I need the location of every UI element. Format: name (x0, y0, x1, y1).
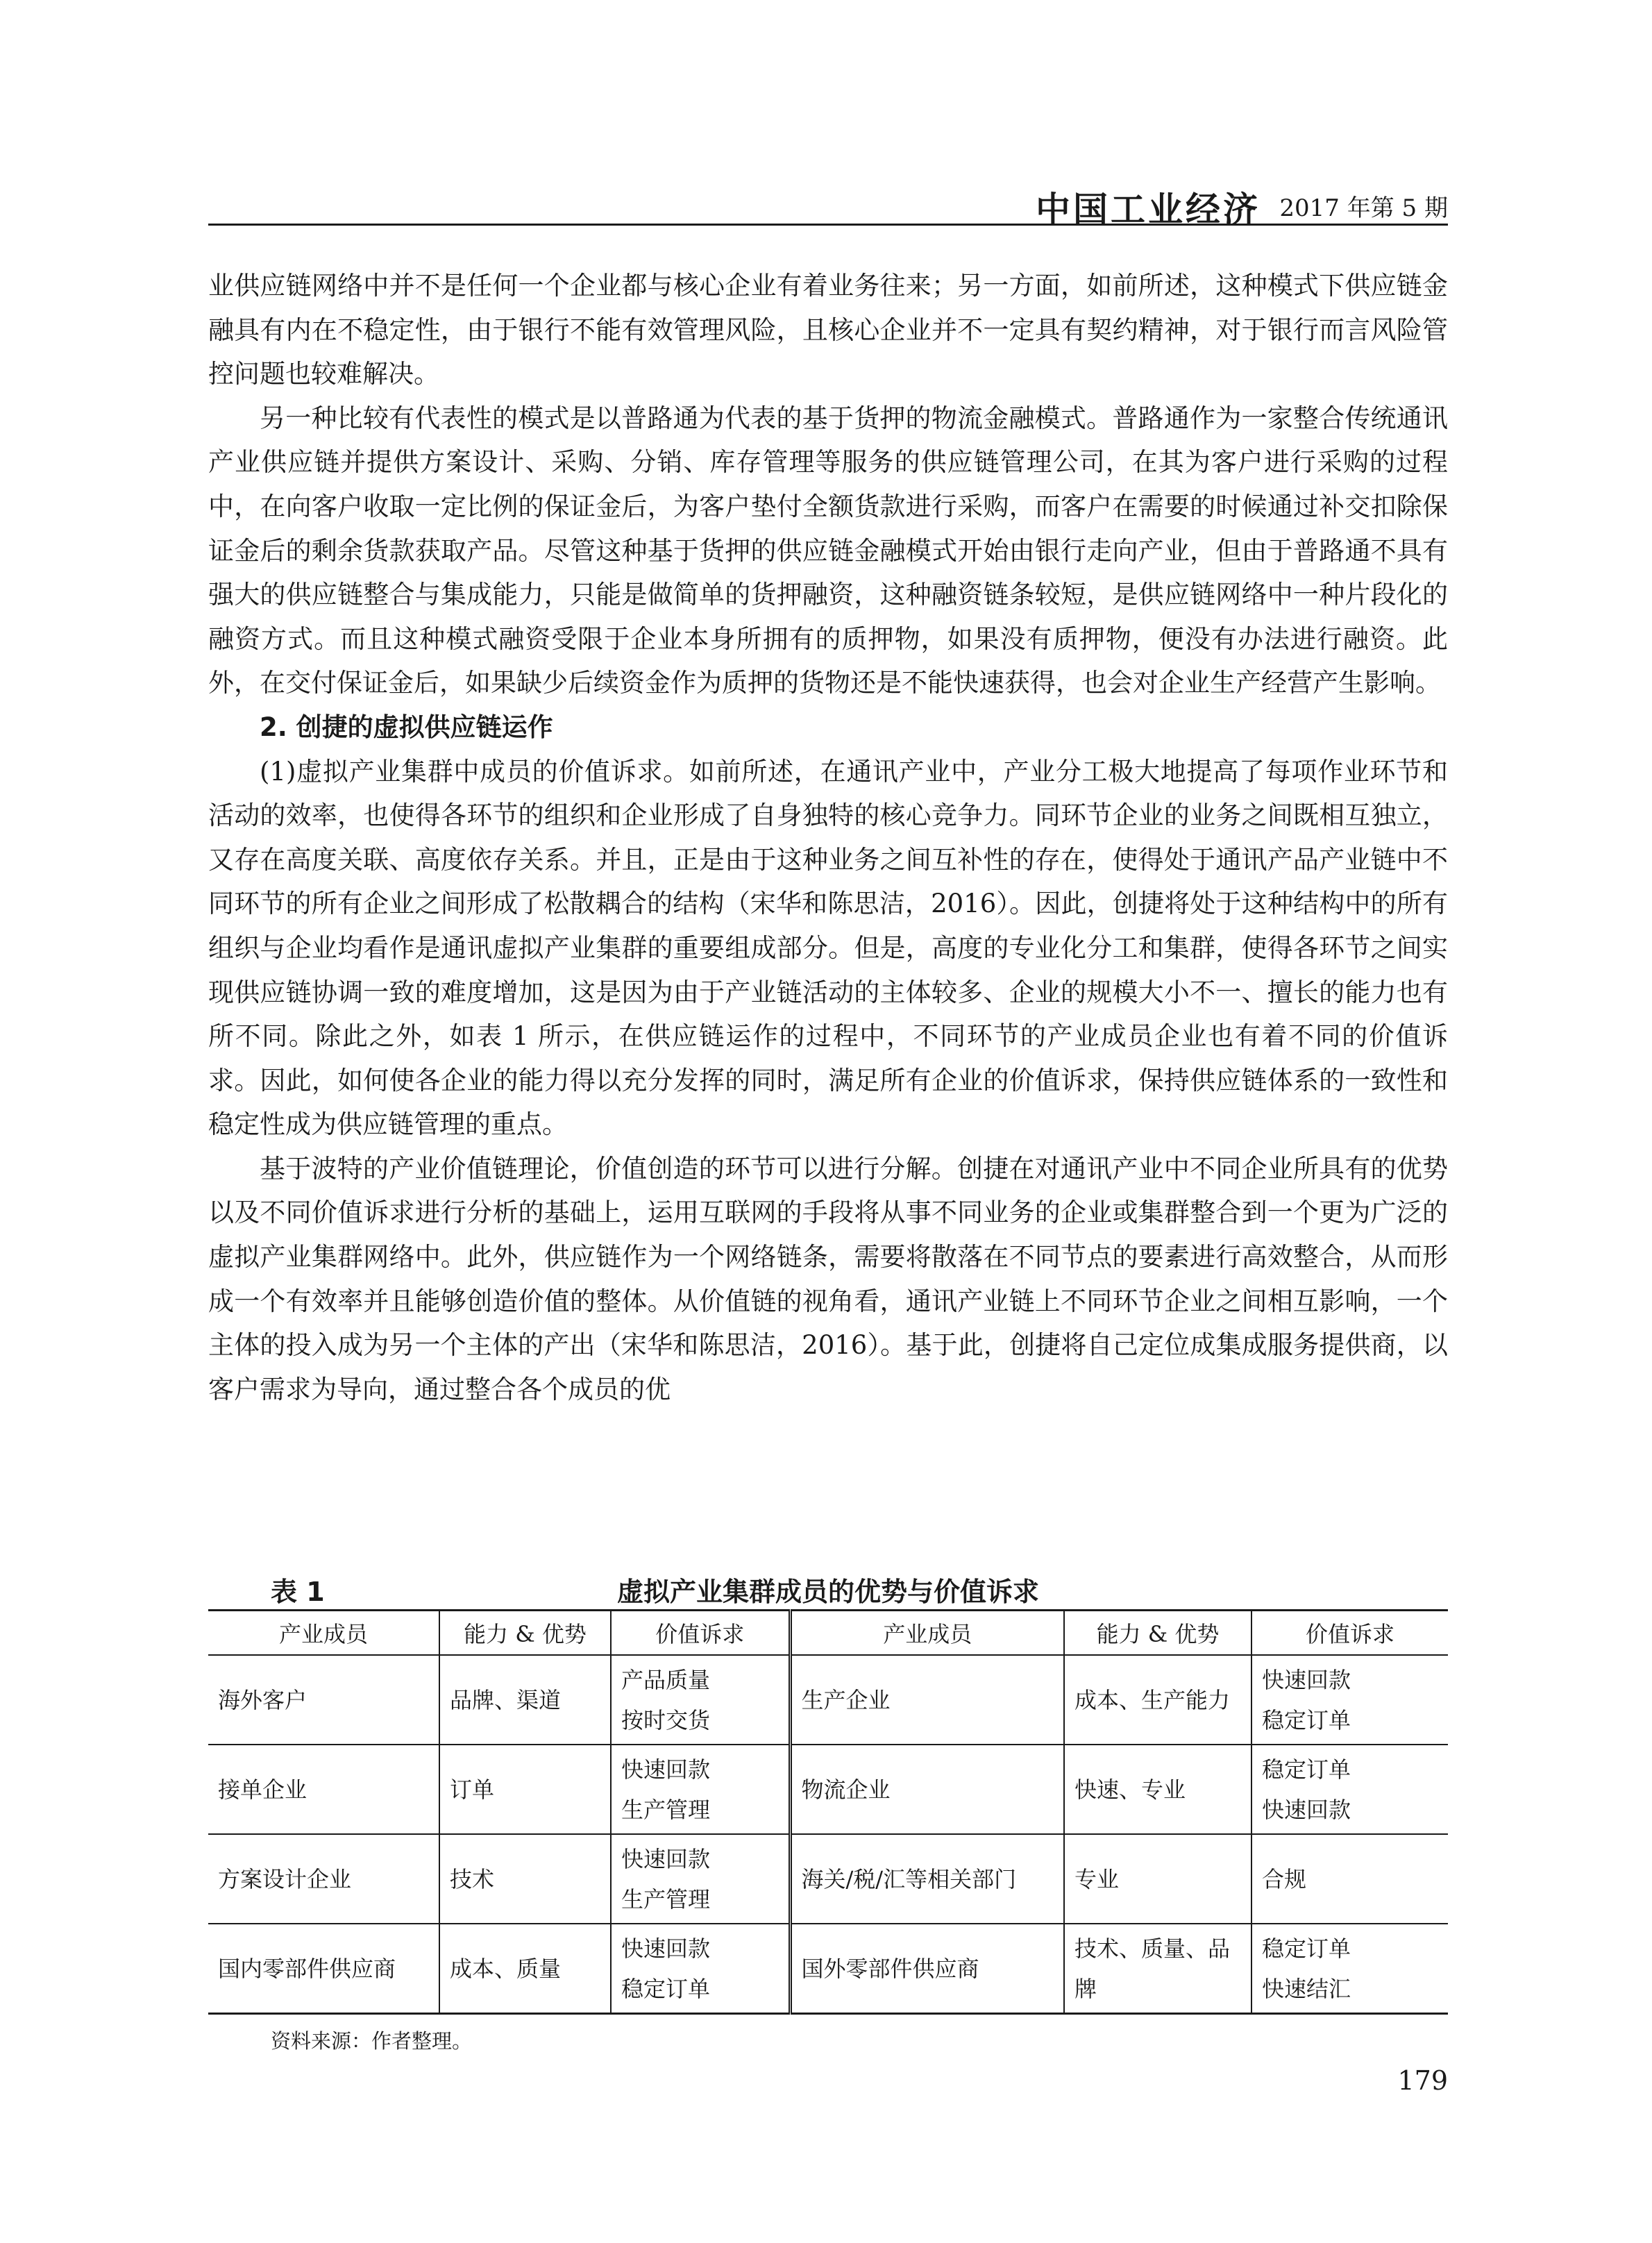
journal-name: 中国工业经济 (1036, 190, 1261, 230)
cell-line: 稳定订单 (1262, 1935, 1351, 1962)
table-number: 表 1 (271, 1577, 325, 1607)
table-cell (439, 1655, 611, 1745)
table-cell (611, 1834, 790, 1924)
cell-line: 产品质量 (621, 1666, 711, 1693)
cell-line: 生产管理 (621, 1796, 711, 1823)
cell-line: 订单 (450, 1776, 495, 1803)
paragraph: 业供应链网络中并不是任何一个企业都与核心企业有着业务往来；另一方面，如前所述，这种模式下供应链金融具有内在不稳定性，由于银行不能有效管理风险，且核心企业并不一定具有契约精神，对于银行而言风险管控问题也较难解决。 (208, 271, 1448, 389)
paragraph: 另一种比较有代表性的模式是以普路通为代表的基于货押的物流金融模式。普路通作为一家整合传统通讯产业供应链并提供方案设计、采购、分销、库存管理等服务的供应链管理公司，在其为客户进行采购的过程中，在向客户收取一定比例的保证金后，为客户垫付全额货款进行采购，而客户在需要的时候通过补交扣除保证金后的剩余货款获取产品。尽管这种基于货押的供应链金融模式开始由银行走向产业，但由于普路通不具有强大的供应链整合与集成能力，只能是做简单的货押融资，这种融资链条较短，是供应链网络中一种片段化的融资方式。而且这种模式融资受限于企业本身所拥有的质押物，如果没有质押物，便没有办法进行融资。此外，在交付保证金后，如果缺少后续资金作为质押的货物还是不能快速获得，也会对企业生产经营产生影响。 (208, 403, 1448, 698)
table-header-cell: 价值诉求 (611, 1611, 790, 1656)
table-cell (208, 1655, 439, 1745)
cell-line: 技术、质量、品牌 (1074, 1935, 1231, 2002)
table-header-cell: 能力 & 优势 (1064, 1611, 1251, 1656)
cell-line: 方案设计企业 (218, 1865, 352, 1892)
cell-line: 稳定订单 (621, 1975, 711, 2002)
body-text (208, 264, 1448, 1411)
table-cell (611, 1655, 790, 1745)
cell-line: 物流企业 (801, 1776, 891, 1803)
table-cell (208, 1745, 439, 1834)
cell-line: 稳定订单 (1262, 1706, 1351, 1733)
table-cell (790, 1745, 1064, 1834)
cell-line: 国内零部件供应商 (218, 1955, 396, 1982)
cell-line: 成本、质量 (450, 1955, 562, 1982)
cell-line: 快速、专业 (1074, 1776, 1186, 1803)
cell-line: 接单企业 (218, 1776, 307, 1803)
table-cell (790, 1834, 1064, 1924)
table-cell (439, 1924, 611, 2014)
page-number: 179 (1397, 2065, 1448, 2096)
table-cell (1251, 1745, 1448, 1834)
table-row (208, 1924, 1448, 2014)
cell-line: 国外零部件供应商 (801, 1955, 979, 1982)
table-row (208, 1834, 1448, 1924)
cell-line: 品牌、渠道 (450, 1686, 562, 1713)
table-cell (208, 1924, 439, 2014)
table-caption (208, 1570, 1448, 1605)
running-header (208, 182, 1448, 230)
cell-line: 快速回款 (1262, 1666, 1351, 1693)
table-cell (1064, 1924, 1251, 2014)
cell-line: 生产管理 (621, 1885, 711, 1913)
paragraph: 基于波特的产业价值链理论，价值创造的环节可以进行分解。创捷在对通讯产业中不同企业所具有的优势以及不同价值诉求进行分析的基础上，运用互联网的手段将从事不同业务的企业或集群整合到一个更为广泛的虚拟产业集群网络中。此外，供应链作为一个网络链条，需要将散落在不同节点的要素进行高效整合，从而形成一个有效率并且能够创造价值的整体。从价值链的视角看，通讯产业链上不同环节企业之间相互影响，一个主体的投入成为另一个主体的产出（宋华和陈思洁，2016）。基于此，创捷将自己定位成集成服务提供商，以客户需求为导向，通过整合各个成员的优 (208, 1153, 1448, 1404)
table-cell (1251, 1924, 1448, 2014)
cell-line: 技术 (450, 1865, 495, 1892)
cell-line: 快速回款 (621, 1845, 711, 1872)
table-row (208, 1655, 1448, 1745)
table-cell (439, 1745, 611, 1834)
paragraph: (1)虚拟产业集群中成员的价值诉求。如前所述，在通讯产业中，产业分工极大地提高了每项作业环节和活动的效率，也使得各环节的组织和企业形成了自身独特的核心竞争力。同环节企业的业务之间既相互独立，又存在高度关联、高度依存关系。并且，正是由于这种业务之间互补性的存在，使得处于通讯产品产业链中不同环节的所有企业之间形成了松散耦合的结构（宋华和陈思洁，2016）。因此，创捷将处于这种结构中的所有组织与企业均看作是通讯虚拟产业集群的重要组成部分。但是，高度的专业化分工和集群，使得各环节之间实现供应链协调一致的难度增加，这是因为由于产业链活动的主体较多、企业的规模大小不一、擅长的能力也有所不同。除此之外，如表 1 所示，在供应链运作的过程中，不同环节的产业成员企业也有着不同的价值诉求。因此，如何使各企业的能力得以充分发挥的同时，满足所有企业的价值诉求，保持供应链体系的一致性和稳定性成为供应链管理的重点。 (208, 756, 1448, 1140)
table-cell (1064, 1655, 1251, 1745)
cell-line: 专业 (1074, 1865, 1120, 1892)
table-header-row (208, 1611, 1448, 1656)
table-cell (1064, 1745, 1251, 1834)
member-advantage-table (208, 1609, 1448, 2015)
cell-line: 稳定订单 (1262, 1756, 1351, 1783)
table-header-cell: 产业成员 (208, 1611, 439, 1656)
cell-line: 按时交货 (621, 1706, 711, 1733)
table-cell (1251, 1834, 1448, 1924)
table-header-cell: 能力 & 优势 (439, 1611, 611, 1656)
cell-line: 快速结汇 (1262, 1975, 1351, 2002)
table-cell (611, 1745, 790, 1834)
table-cell (790, 1655, 1064, 1745)
cell-line: 生产企业 (801, 1686, 891, 1713)
cell-line: 快速回款 (621, 1756, 711, 1783)
cell-line: 海外客户 (218, 1686, 307, 1713)
cell-line: 海关/税/汇等相关部门 (801, 1865, 1017, 1892)
table-title: 虚拟产业集群成员的优势与价值诉求 (616, 1577, 1039, 1607)
table-cell (790, 1924, 1064, 2014)
table-header-cell: 产业成员 (790, 1611, 1064, 1656)
cell-line: 合规 (1262, 1865, 1307, 1892)
table-cell (1064, 1834, 1251, 1924)
table-source: 资料来源：作者整理。 (271, 2029, 473, 2053)
issue-label: 2017 年第 5 期 (1279, 194, 1448, 222)
table-header-cell: 价值诉求 (1251, 1611, 1448, 1656)
section-heading: 2. 创捷的虚拟供应链运作 (260, 712, 553, 742)
cell-line: 快速回款 (1262, 1796, 1351, 1823)
table-row (208, 1745, 1448, 1834)
table-cell (439, 1834, 611, 1924)
table-cell (208, 1834, 439, 1924)
table-cell (611, 1924, 790, 2014)
table-cell (1251, 1655, 1448, 1745)
cell-line: 快速回款 (621, 1935, 711, 1962)
cell-line: 成本、生产能力 (1074, 1686, 1231, 1713)
